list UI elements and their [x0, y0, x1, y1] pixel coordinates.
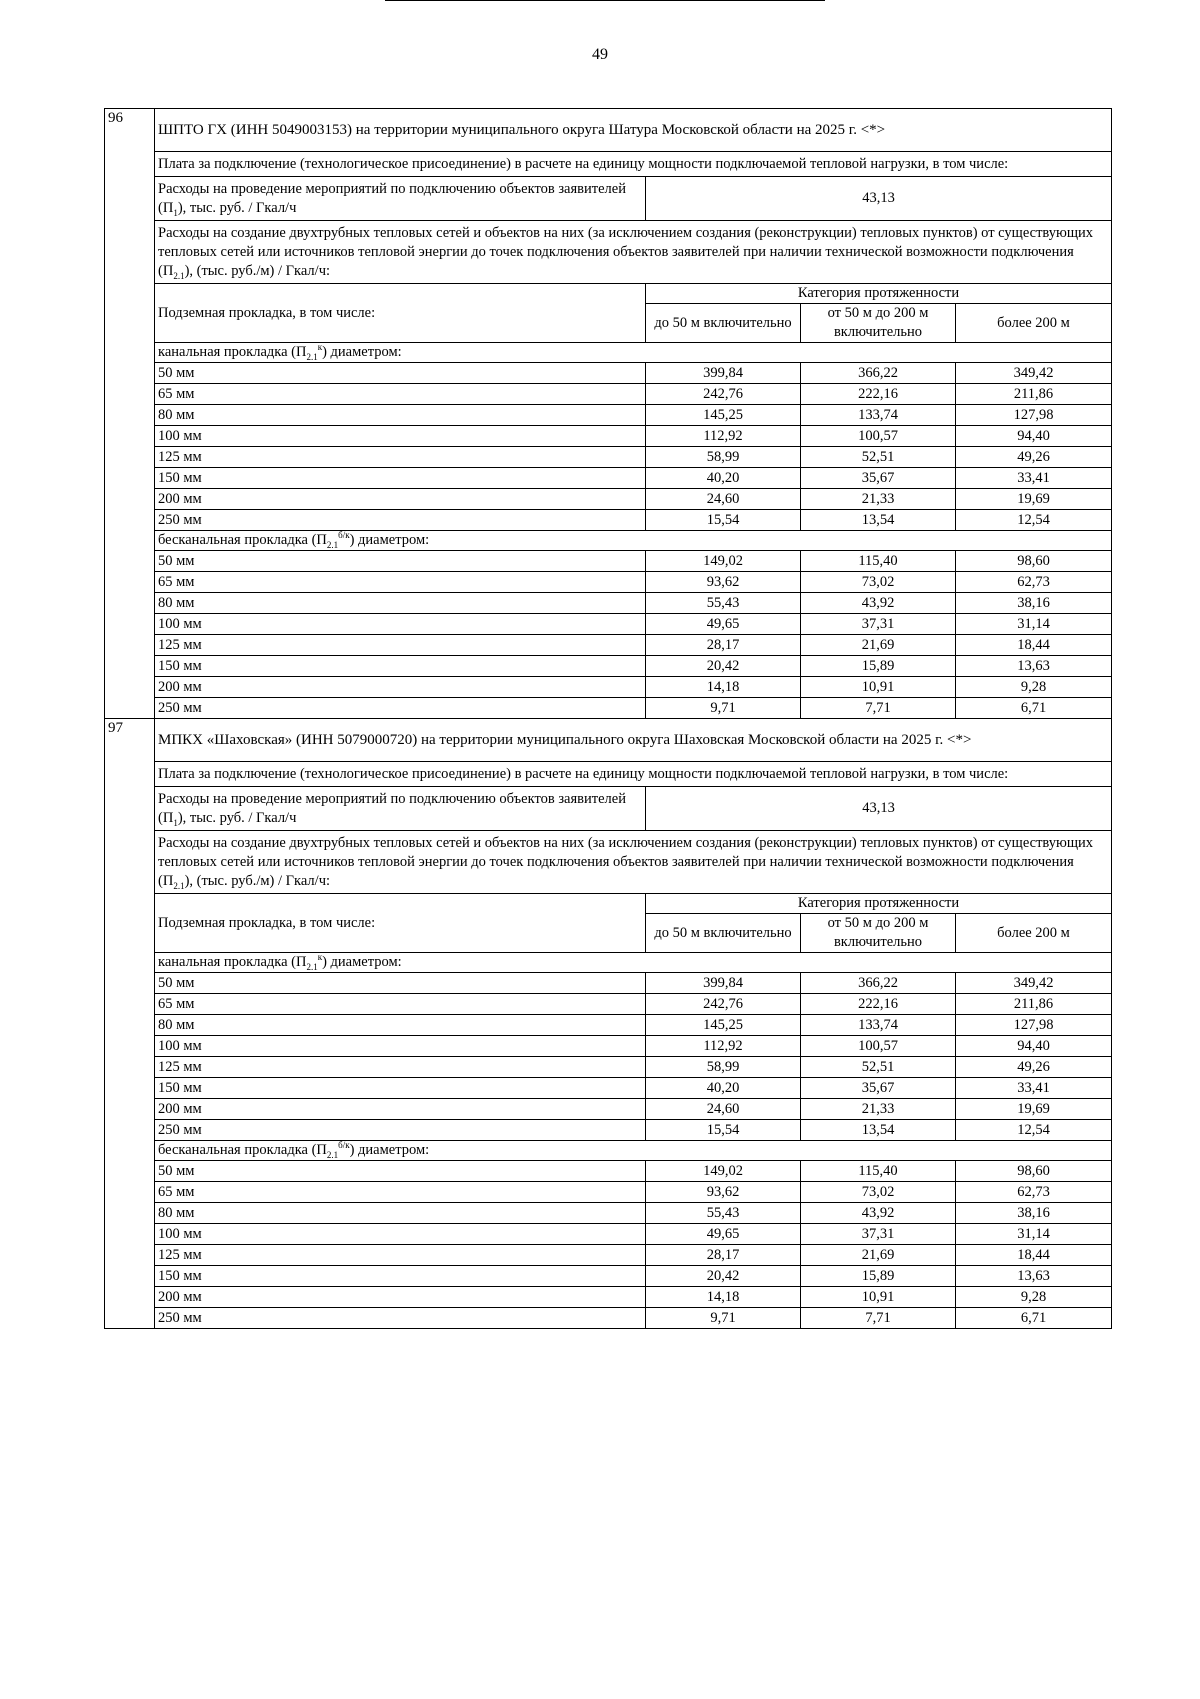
channelless-section-row	[105, 531, 1112, 551]
entry-number: 96	[105, 109, 155, 719]
diameter-cell: 100 мм	[155, 1036, 646, 1057]
value-50-200: 73,02	[801, 1182, 956, 1203]
fee-text: Плата за подключение (технологическое присоединение) в расчете на единицу мощности подключаемой тепловой нагрузки, в том числе:	[155, 152, 1112, 177]
diameter-cell: 50 мм	[155, 1161, 646, 1182]
diameter-cell: 65 мм	[155, 384, 646, 405]
p21-text-sub: 2.1	[173, 270, 185, 281]
tariff-table	[104, 108, 1112, 1329]
value-50-200: 37,31	[801, 1224, 956, 1245]
p1-label-text: Расходы на проведение мероприятий по подключению объектов заявителей (П	[158, 181, 626, 216]
value-over-200: 6,71	[956, 698, 1112, 719]
channel-section-row	[105, 343, 1112, 363]
p1-label-text-end: ), тыс. руб. / Гкал/ч	[177, 200, 297, 216]
channel-data-row	[105, 447, 1112, 468]
p21-text-main: Расходы на создание двухтрубных тепловых сетей и объектов на них (за исключением создания (реконструкции) тепловых пунктов) от существующих тепловых сетей или источников тепловой энергии до точек подключения объектов заявителей при наличии технической возможности подключения (П	[158, 835, 1094, 889]
p1-value: 43,13	[646, 177, 1112, 221]
channel-data-row	[105, 405, 1112, 426]
channelless-data-row	[105, 551, 1112, 572]
value-50-200: 43,92	[801, 1203, 956, 1224]
channelless-data-row	[105, 593, 1112, 614]
value-50-200: 133,74	[801, 405, 956, 426]
entry-number: 97	[105, 719, 155, 1329]
channel-data-row	[105, 1036, 1112, 1057]
value-50-200: 15,89	[801, 656, 956, 677]
value-over-200: 13,63	[956, 1266, 1112, 1287]
diameter-cell: 200 мм	[155, 1099, 646, 1120]
category-header-row	[105, 284, 1112, 304]
value-over-200: 49,26	[956, 1057, 1112, 1078]
value-50-200: 35,67	[801, 468, 956, 489]
diameter-cell: 125 мм	[155, 1245, 646, 1266]
channelless-data-row	[105, 1308, 1112, 1329]
diameter-cell: 80 мм	[155, 1203, 646, 1224]
tariff-table-body	[105, 109, 1112, 1329]
value-upto-50: 149,02	[646, 1161, 801, 1182]
channelless-data-row	[105, 614, 1112, 635]
channelless-data-row	[105, 635, 1112, 656]
diameter-cell: 80 мм	[155, 1015, 646, 1036]
entry-title: ШПТО ГХ (ИНН 5049003153) на территории муниципального округа Шатура Московской области на 2025 г. <*>	[155, 109, 1112, 152]
channel-label-text: канальная прокладка (П	[158, 954, 307, 970]
diameter-cell: 65 мм	[155, 994, 646, 1015]
channelless-section-row	[105, 1141, 1112, 1161]
entry-title-row	[105, 719, 1112, 762]
value-upto-50: 20,42	[646, 1266, 801, 1287]
value-upto-50: 28,17	[646, 1245, 801, 1266]
value-50-200: 10,91	[801, 677, 956, 698]
value-over-200: 211,86	[956, 384, 1112, 405]
value-upto-50: 49,65	[646, 614, 801, 635]
value-50-200: 21,69	[801, 635, 956, 656]
col-header-upto-50: до 50 м включительно	[646, 914, 801, 953]
channel-data-row	[105, 1078, 1112, 1099]
channel-label-text: канальная прокладка (П	[158, 344, 307, 360]
value-upto-50: 40,20	[646, 468, 801, 489]
value-over-200: 19,69	[956, 489, 1112, 510]
value-over-200: 18,44	[956, 1245, 1112, 1266]
top-border-line	[385, 0, 825, 1]
category-header: Категория протяженности	[646, 284, 1112, 304]
diameter-cell: 80 мм	[155, 405, 646, 426]
value-upto-50: 112,92	[646, 1036, 801, 1057]
value-upto-50: 93,62	[646, 572, 801, 593]
p1-label-text: Расходы на проведение мероприятий по подключению объектов заявителей (П	[158, 791, 626, 826]
value-50-200: 222,16	[801, 994, 956, 1015]
value-over-200: 31,14	[956, 614, 1112, 635]
value-over-200: 49,26	[956, 447, 1112, 468]
channelless-data-row	[105, 572, 1112, 593]
value-50-200: 52,51	[801, 1057, 956, 1078]
diameter-cell: 150 мм	[155, 1078, 646, 1099]
value-upto-50: 93,62	[646, 1182, 801, 1203]
value-over-200: 9,28	[956, 677, 1112, 698]
value-upto-50: 58,99	[646, 1057, 801, 1078]
diameter-cell: 50 мм	[155, 551, 646, 572]
channel-data-row	[105, 489, 1112, 510]
channel-data-row	[105, 363, 1112, 384]
channelless-label-text: бесканальная прокладка (П	[158, 1142, 327, 1158]
channel-label-end: ) диаметром:	[322, 344, 402, 360]
value-upto-50: 399,84	[646, 363, 801, 384]
value-50-200: 7,71	[801, 1308, 956, 1329]
p21-text-row	[105, 221, 1112, 284]
p1-label-sub: 1	[173, 207, 178, 218]
diameter-cell: 150 мм	[155, 656, 646, 677]
p1-label	[155, 177, 646, 221]
value-50-200: 115,40	[801, 1161, 956, 1182]
value-upto-50: 15,54	[646, 510, 801, 531]
p1-row	[105, 177, 1112, 221]
value-upto-50: 145,25	[646, 405, 801, 426]
diameter-cell: 50 мм	[155, 973, 646, 994]
value-upto-50: 242,76	[646, 994, 801, 1015]
channelless-data-row	[105, 1287, 1112, 1308]
value-upto-50: 58,99	[646, 447, 801, 468]
p21-text	[155, 221, 1112, 284]
channel-label-sub: 2.1	[306, 961, 318, 972]
channel-data-row	[105, 973, 1112, 994]
value-over-200: 349,42	[956, 973, 1112, 994]
channel-data-row	[105, 510, 1112, 531]
value-upto-50: 55,43	[646, 1203, 801, 1224]
value-50-200: 35,67	[801, 1078, 956, 1099]
channel-data-row	[105, 1015, 1112, 1036]
diameter-cell: 100 мм	[155, 426, 646, 447]
value-upto-50: 55,43	[646, 593, 801, 614]
value-over-200: 12,54	[956, 510, 1112, 531]
diameter-cell: 100 мм	[155, 1224, 646, 1245]
p1-label-sub: 1	[173, 817, 178, 828]
channel-section-label	[155, 343, 1112, 363]
channel-label-sup: к	[317, 342, 323, 353]
value-over-200: 18,44	[956, 635, 1112, 656]
value-over-200: 33,41	[956, 1078, 1112, 1099]
value-over-200: 127,98	[956, 1015, 1112, 1036]
channel-section-label	[155, 953, 1112, 973]
value-upto-50: 24,60	[646, 489, 801, 510]
value-50-200: 222,16	[801, 384, 956, 405]
value-50-200: 15,89	[801, 1266, 956, 1287]
underground-label: Подземная прокладка, в том числе:	[155, 284, 646, 343]
entry-title: МПКХ «Шаховская» (ИНН 5079000720) на территории муниципального округа Шаховская Московской области на 2025 г. <*>	[155, 719, 1112, 762]
entry-title-row	[105, 109, 1112, 152]
value-50-200: 100,57	[801, 1036, 956, 1057]
underground-label: Подземная прокладка, в том числе:	[155, 894, 646, 953]
category-header-row	[105, 894, 1112, 914]
channel-data-row	[105, 1057, 1112, 1078]
p21-text-end: ), (тыс. руб./м) / Гкал/ч:	[184, 263, 331, 279]
diameter-cell: 250 мм	[155, 1120, 646, 1141]
channelless-label-end: ) диаметром:	[349, 1142, 430, 1158]
value-50-200: 21,33	[801, 1099, 956, 1120]
value-over-200: 62,73	[956, 1182, 1112, 1203]
value-upto-50: 149,02	[646, 551, 801, 572]
value-50-200: 43,92	[801, 593, 956, 614]
value-over-200: 6,71	[956, 1308, 1112, 1329]
diameter-cell: 50 мм	[155, 363, 646, 384]
value-upto-50: 14,18	[646, 677, 801, 698]
channelless-data-row	[105, 1161, 1112, 1182]
fee-text-row	[105, 762, 1112, 787]
value-upto-50: 9,71	[646, 698, 801, 719]
value-over-200: 98,60	[956, 1161, 1112, 1182]
diameter-cell: 125 мм	[155, 1057, 646, 1078]
channel-data-row	[105, 384, 1112, 405]
value-50-200: 366,22	[801, 363, 956, 384]
p21-text-main: Расходы на создание двухтрубных тепловых сетей и объектов на них (за исключением создания (реконструкции) тепловых пунктов) от существующих тепловых сетей или источников тепловой энергии до точек подключения объектов заявителей при наличии технической возможности подключения (П	[158, 225, 1094, 279]
diameter-cell: 65 мм	[155, 572, 646, 593]
value-50-200: 100,57	[801, 426, 956, 447]
channelless-label-sup: б/к	[338, 1140, 350, 1151]
value-over-200: 31,14	[956, 1224, 1112, 1245]
value-50-200: 52,51	[801, 447, 956, 468]
value-over-200: 13,63	[956, 656, 1112, 677]
diameter-cell: 200 мм	[155, 677, 646, 698]
channel-section-row	[105, 953, 1112, 973]
value-50-200: 21,69	[801, 1245, 956, 1266]
p1-value: 43,13	[646, 787, 1112, 831]
channelless-data-row	[105, 1245, 1112, 1266]
value-over-200: 62,73	[956, 572, 1112, 593]
diameter-cell: 250 мм	[155, 1308, 646, 1329]
diameter-cell: 80 мм	[155, 593, 646, 614]
value-upto-50: 112,92	[646, 426, 801, 447]
value-50-200: 21,33	[801, 489, 956, 510]
channel-data-row	[105, 1120, 1112, 1141]
category-header: Категория протяженности	[646, 894, 1112, 914]
page-number: 49	[592, 46, 608, 63]
channelless-data-row	[105, 1266, 1112, 1287]
diameter-cell: 125 мм	[155, 635, 646, 656]
value-over-200: 94,40	[956, 1036, 1112, 1057]
diameter-cell: 65 мм	[155, 1182, 646, 1203]
channelless-data-row	[105, 677, 1112, 698]
value-over-200: 38,16	[956, 1203, 1112, 1224]
value-over-200: 98,60	[956, 551, 1112, 572]
value-50-200: 366,22	[801, 973, 956, 994]
channelless-data-row	[105, 1182, 1112, 1203]
p1-label-text-end: ), тыс. руб. / Гкал/ч	[177, 810, 297, 826]
channelless-label-end: ) диаметром:	[349, 532, 430, 548]
channelless-label-sub: 2.1	[326, 539, 339, 550]
channel-label-sub: 2.1	[306, 351, 318, 362]
channelless-label-text: бесканальная прокладка (П	[158, 532, 327, 548]
value-upto-50: 15,54	[646, 1120, 801, 1141]
p21-text-end: ), (тыс. руб./м) / Гкал/ч:	[184, 873, 331, 889]
value-upto-50: 399,84	[646, 973, 801, 994]
diameter-cell: 250 мм	[155, 510, 646, 531]
channelless-label-sub: 2.1	[326, 1149, 339, 1160]
diameter-cell: 125 мм	[155, 447, 646, 468]
diameter-cell: 200 мм	[155, 1287, 646, 1308]
value-upto-50: 28,17	[646, 635, 801, 656]
channel-label-end: ) диаметром:	[322, 954, 402, 970]
value-over-200: 33,41	[956, 468, 1112, 489]
channelless-data-row	[105, 698, 1112, 719]
col-header-upto-50: до 50 м включительно	[646, 304, 801, 343]
value-over-200: 211,86	[956, 994, 1112, 1015]
value-over-200: 9,28	[956, 1287, 1112, 1308]
value-50-200: 13,54	[801, 510, 956, 531]
value-over-200: 349,42	[956, 363, 1112, 384]
value-upto-50: 24,60	[646, 1099, 801, 1120]
value-50-200: 73,02	[801, 572, 956, 593]
value-50-200: 13,54	[801, 1120, 956, 1141]
channel-data-row	[105, 468, 1112, 489]
diameter-cell: 150 мм	[155, 1266, 646, 1287]
value-50-200: 37,31	[801, 614, 956, 635]
value-50-200: 115,40	[801, 551, 956, 572]
value-over-200: 94,40	[956, 426, 1112, 447]
value-upto-50: 242,76	[646, 384, 801, 405]
value-over-200: 38,16	[956, 593, 1112, 614]
channel-data-row	[105, 994, 1112, 1015]
channelless-section-label	[155, 531, 1112, 551]
value-upto-50: 40,20	[646, 1078, 801, 1099]
channel-label-sup: к	[317, 952, 323, 963]
col-header-over-200: более 200 м	[956, 304, 1112, 343]
value-over-200: 19,69	[956, 1099, 1112, 1120]
p21-text-row	[105, 831, 1112, 894]
p1-label	[155, 787, 646, 831]
channelless-data-row	[105, 1203, 1112, 1224]
col-header-50-200: от 50 м до 200 м включительно	[801, 914, 956, 953]
value-over-200: 12,54	[956, 1120, 1112, 1141]
diameter-cell: 250 мм	[155, 698, 646, 719]
diameter-cell: 100 мм	[155, 614, 646, 635]
value-upto-50: 9,71	[646, 1308, 801, 1329]
value-upto-50: 14,18	[646, 1287, 801, 1308]
col-header-over-200: более 200 м	[956, 914, 1112, 953]
channelless-label-sup: б/к	[338, 530, 350, 541]
p1-row	[105, 787, 1112, 831]
value-upto-50: 20,42	[646, 656, 801, 677]
value-upto-50: 145,25	[646, 1015, 801, 1036]
col-header-50-200: от 50 м до 200 м включительно	[801, 304, 956, 343]
value-50-200: 133,74	[801, 1015, 956, 1036]
value-50-200: 10,91	[801, 1287, 956, 1308]
channelless-data-row	[105, 1224, 1112, 1245]
channel-data-row	[105, 1099, 1112, 1120]
fee-text: Плата за подключение (технологическое присоединение) в расчете на единицу мощности подключаемой тепловой нагрузки, в том числе:	[155, 762, 1112, 787]
channelless-section-label	[155, 1141, 1112, 1161]
diameter-cell: 150 мм	[155, 468, 646, 489]
channelless-data-row	[105, 656, 1112, 677]
channel-data-row	[105, 426, 1112, 447]
value-over-200: 127,98	[956, 405, 1112, 426]
value-upto-50: 49,65	[646, 1224, 801, 1245]
value-50-200: 7,71	[801, 698, 956, 719]
p21-text	[155, 831, 1112, 894]
diameter-cell: 200 мм	[155, 489, 646, 510]
p21-text-sub: 2.1	[173, 880, 185, 891]
fee-text-row	[105, 152, 1112, 177]
